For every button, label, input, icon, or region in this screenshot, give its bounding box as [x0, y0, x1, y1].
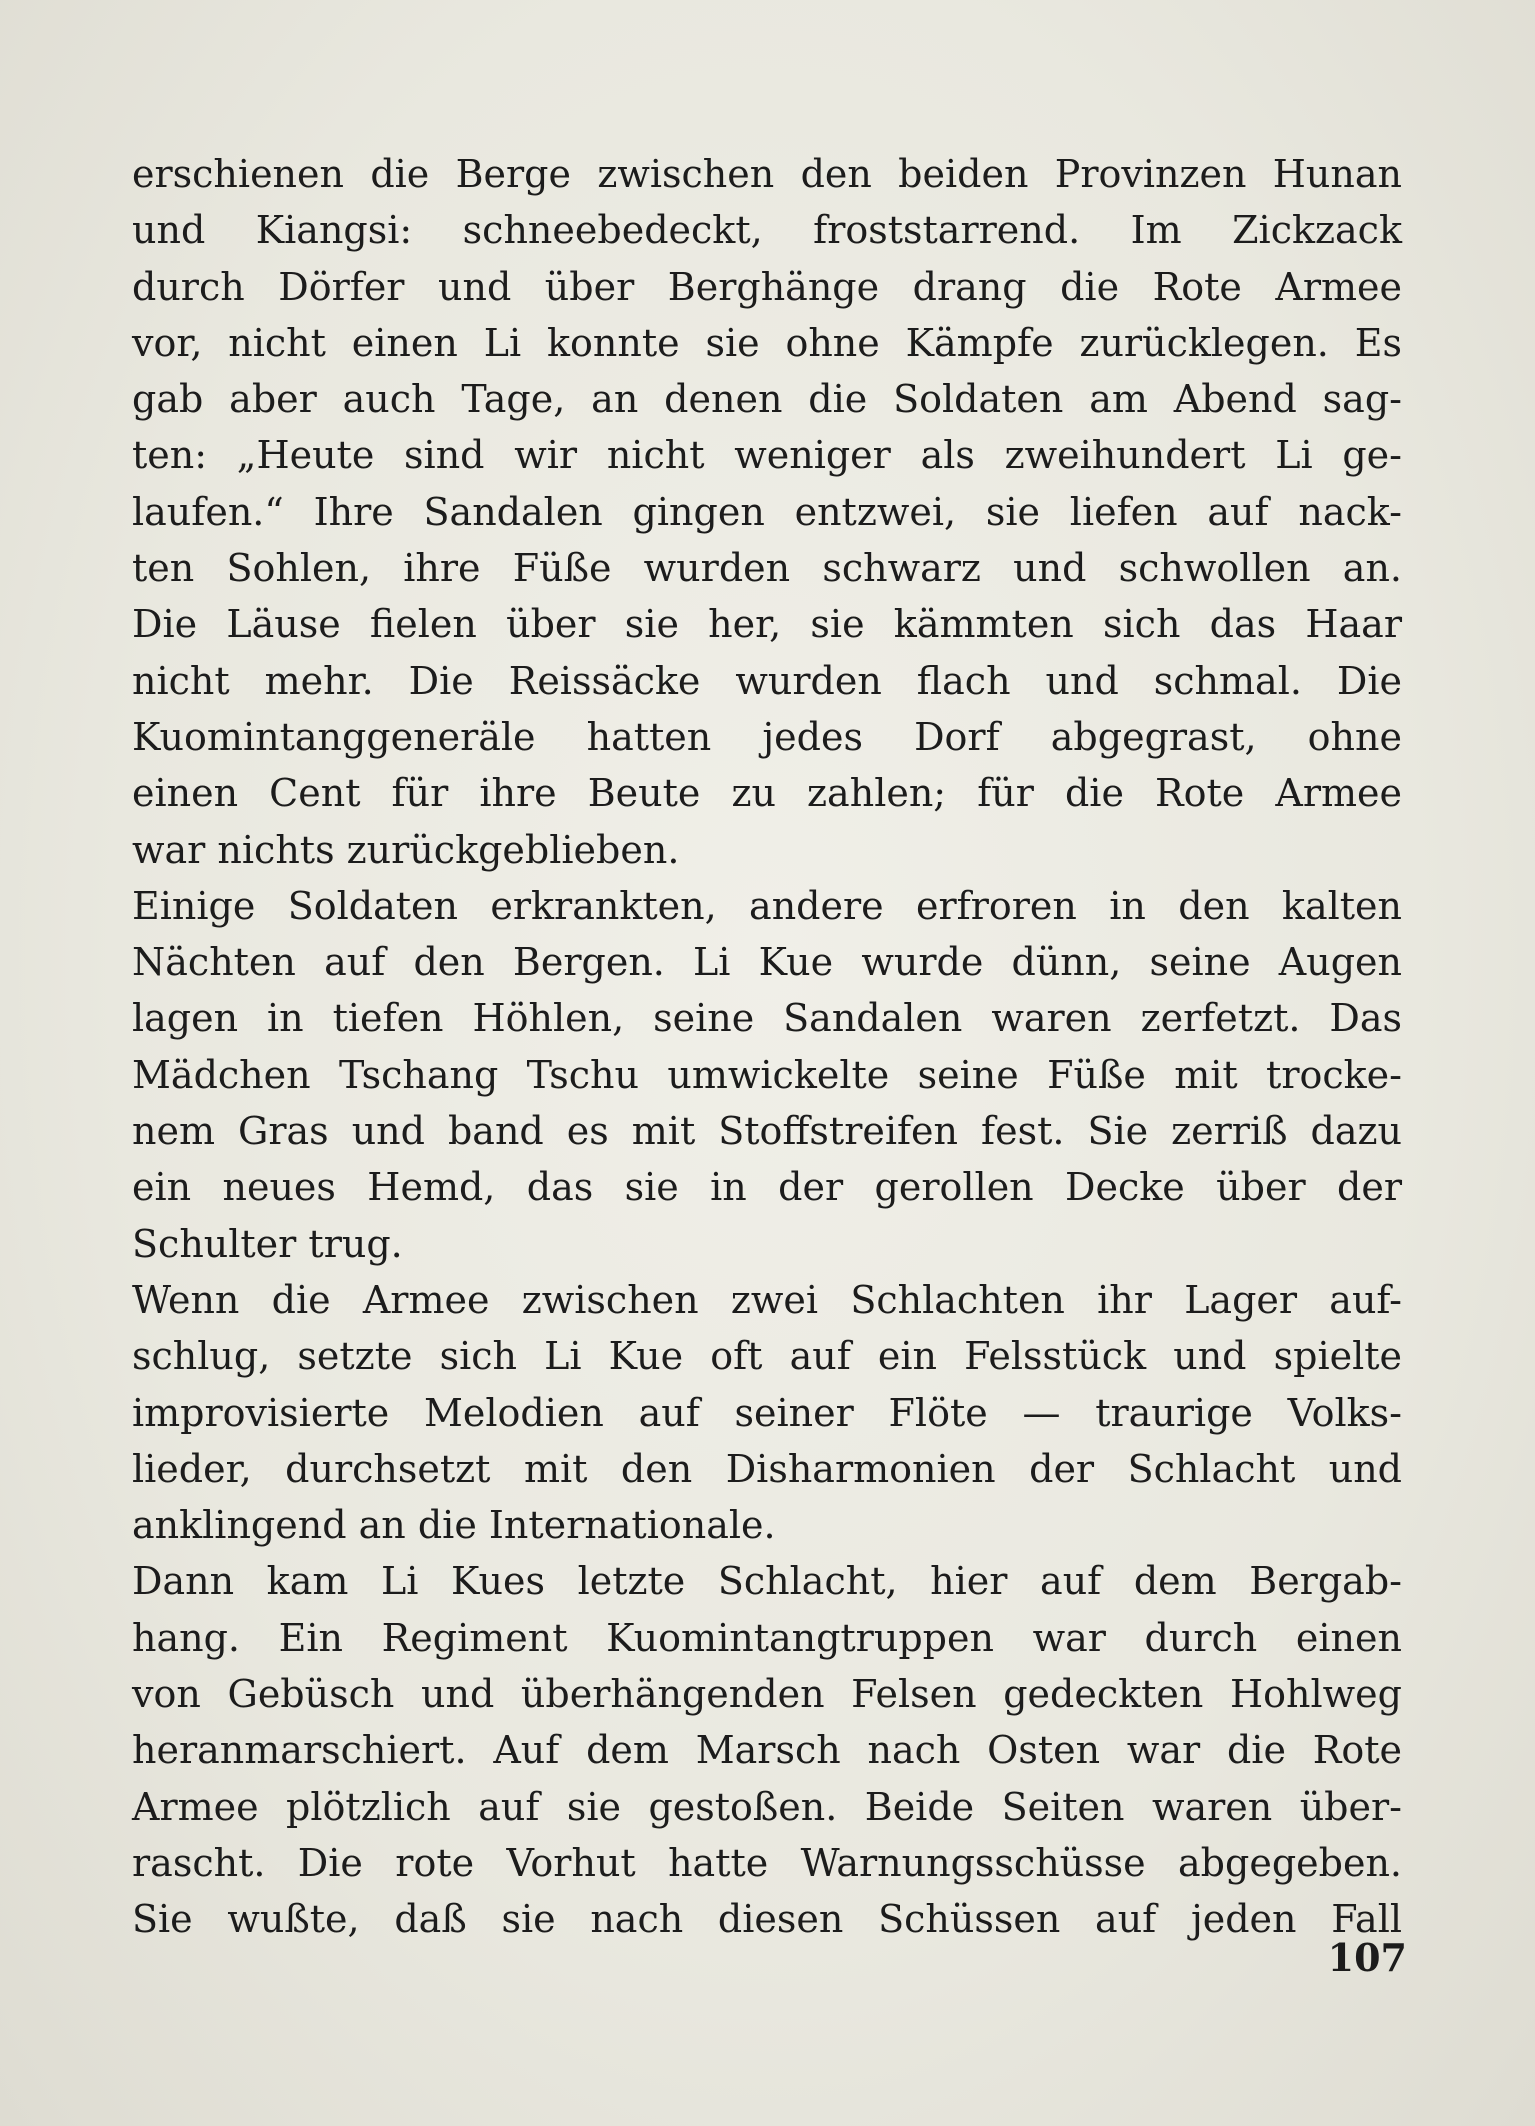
text-line: Mädchen Tschang Tschu umwickelte seine Füße mit trocke-: [132, 1052, 1402, 1097]
text-line: Schulter trug.: [132, 1221, 403, 1266]
page-number: 107: [1327, 1935, 1407, 1980]
text-line: heranmarschiert. Auf dem Marsch nach Osten war die Rote: [132, 1728, 1402, 1773]
text-line: Kuomintanggeneräle hatten jedes Dorf abgegrast, ohne: [132, 714, 1402, 759]
text-line: Dann kam Li Kues letzte Schlacht, hier auf dem Bergab-: [132, 1559, 1402, 1604]
text-line: lieder, durchsetzt mit den Disharmonien der Schlacht und: [132, 1446, 1402, 1491]
text-line: anklingend an die Internationale.: [132, 1503, 776, 1548]
text-line: hang. Ein Regiment Kuomintangtruppen war durch einen: [132, 1615, 1402, 1660]
text-line: Sie wußte, daß sie nach diesen Schüssen auf jeden Fall: [132, 1897, 1402, 1942]
text-line: und Kiangsi: schneebedeckt, froststarrend. Im Zickzack: [132, 208, 1402, 253]
text-line: laufen.“ Ihre Sandalen gingen entzwei, sie liefen auf nack-: [132, 489, 1402, 534]
text-line: schlug, setzte sich Li Kue oft auf ein Felsstück und spielte: [132, 1334, 1402, 1379]
text-line: nicht mehr. Die Reissäcke wurden flach und schmal. Die: [132, 658, 1402, 703]
text-line: Einige Soldaten erkrankten, andere erfroren in den kalten: [132, 883, 1402, 928]
text-line: war nichts zurückgeblieben.: [132, 827, 680, 872]
text-line: einen Cent für ihre Beute zu zahlen; für die Rote Armee: [132, 771, 1402, 816]
text-line: Die Läuse fielen über sie her, sie kämmten sich das Haar: [132, 602, 1402, 647]
text-line: rascht. Die rote Vorhut hatte Warnungsschüsse abgegeben.: [132, 1840, 1402, 1885]
text-line: erschienen die Berge zwischen den beiden Provinzen Hunan: [132, 152, 1402, 196]
text-line: Wenn die Armee zwischen zwei Schlachten ihr Lager auf-: [132, 1277, 1402, 1322]
text-line: improvisierte Melodien auf seiner Flöte — traurige Volks-: [132, 1390, 1402, 1435]
text-line: vor, nicht einen Li konnte sie ohne Kämpfe zurücklegen. Es: [132, 320, 1402, 365]
text-line: lagen in tiefen Höhlen, seine Sandalen waren zerfetzt. Das: [132, 996, 1402, 1041]
text-line: nem Gras und band es mit Stoffstreifen fest. Sie zerriß dazu: [132, 1109, 1402, 1154]
text-line: ten: „Heute sind wir nicht weniger als zweihundert Li ge-: [132, 433, 1402, 478]
text-line: Armee plötzlich auf sie gestoßen. Beide Seiten waren über-: [132, 1784, 1402, 1829]
text-line: von Gebüsch und überhängenden Felsen gedeckten Hohlweg: [132, 1672, 1402, 1717]
text-line: ein neues Hemd, das sie in der gerollen Decke über der: [132, 1165, 1402, 1210]
text-line: gab aber auch Tage, an denen die Soldaten am Abend sag-: [132, 377, 1402, 422]
text-line: ten Sohlen, ihre Füße wurden schwarz und schwollen an.: [132, 546, 1402, 591]
text-line: durch Dörfer und über Berghänge drang die Rote Armee: [132, 264, 1402, 309]
body-text: [132, 146, 1402, 1948]
text-line: Nächten auf den Bergen. Li Kue wurde dünn, seine Augen: [132, 940, 1402, 985]
